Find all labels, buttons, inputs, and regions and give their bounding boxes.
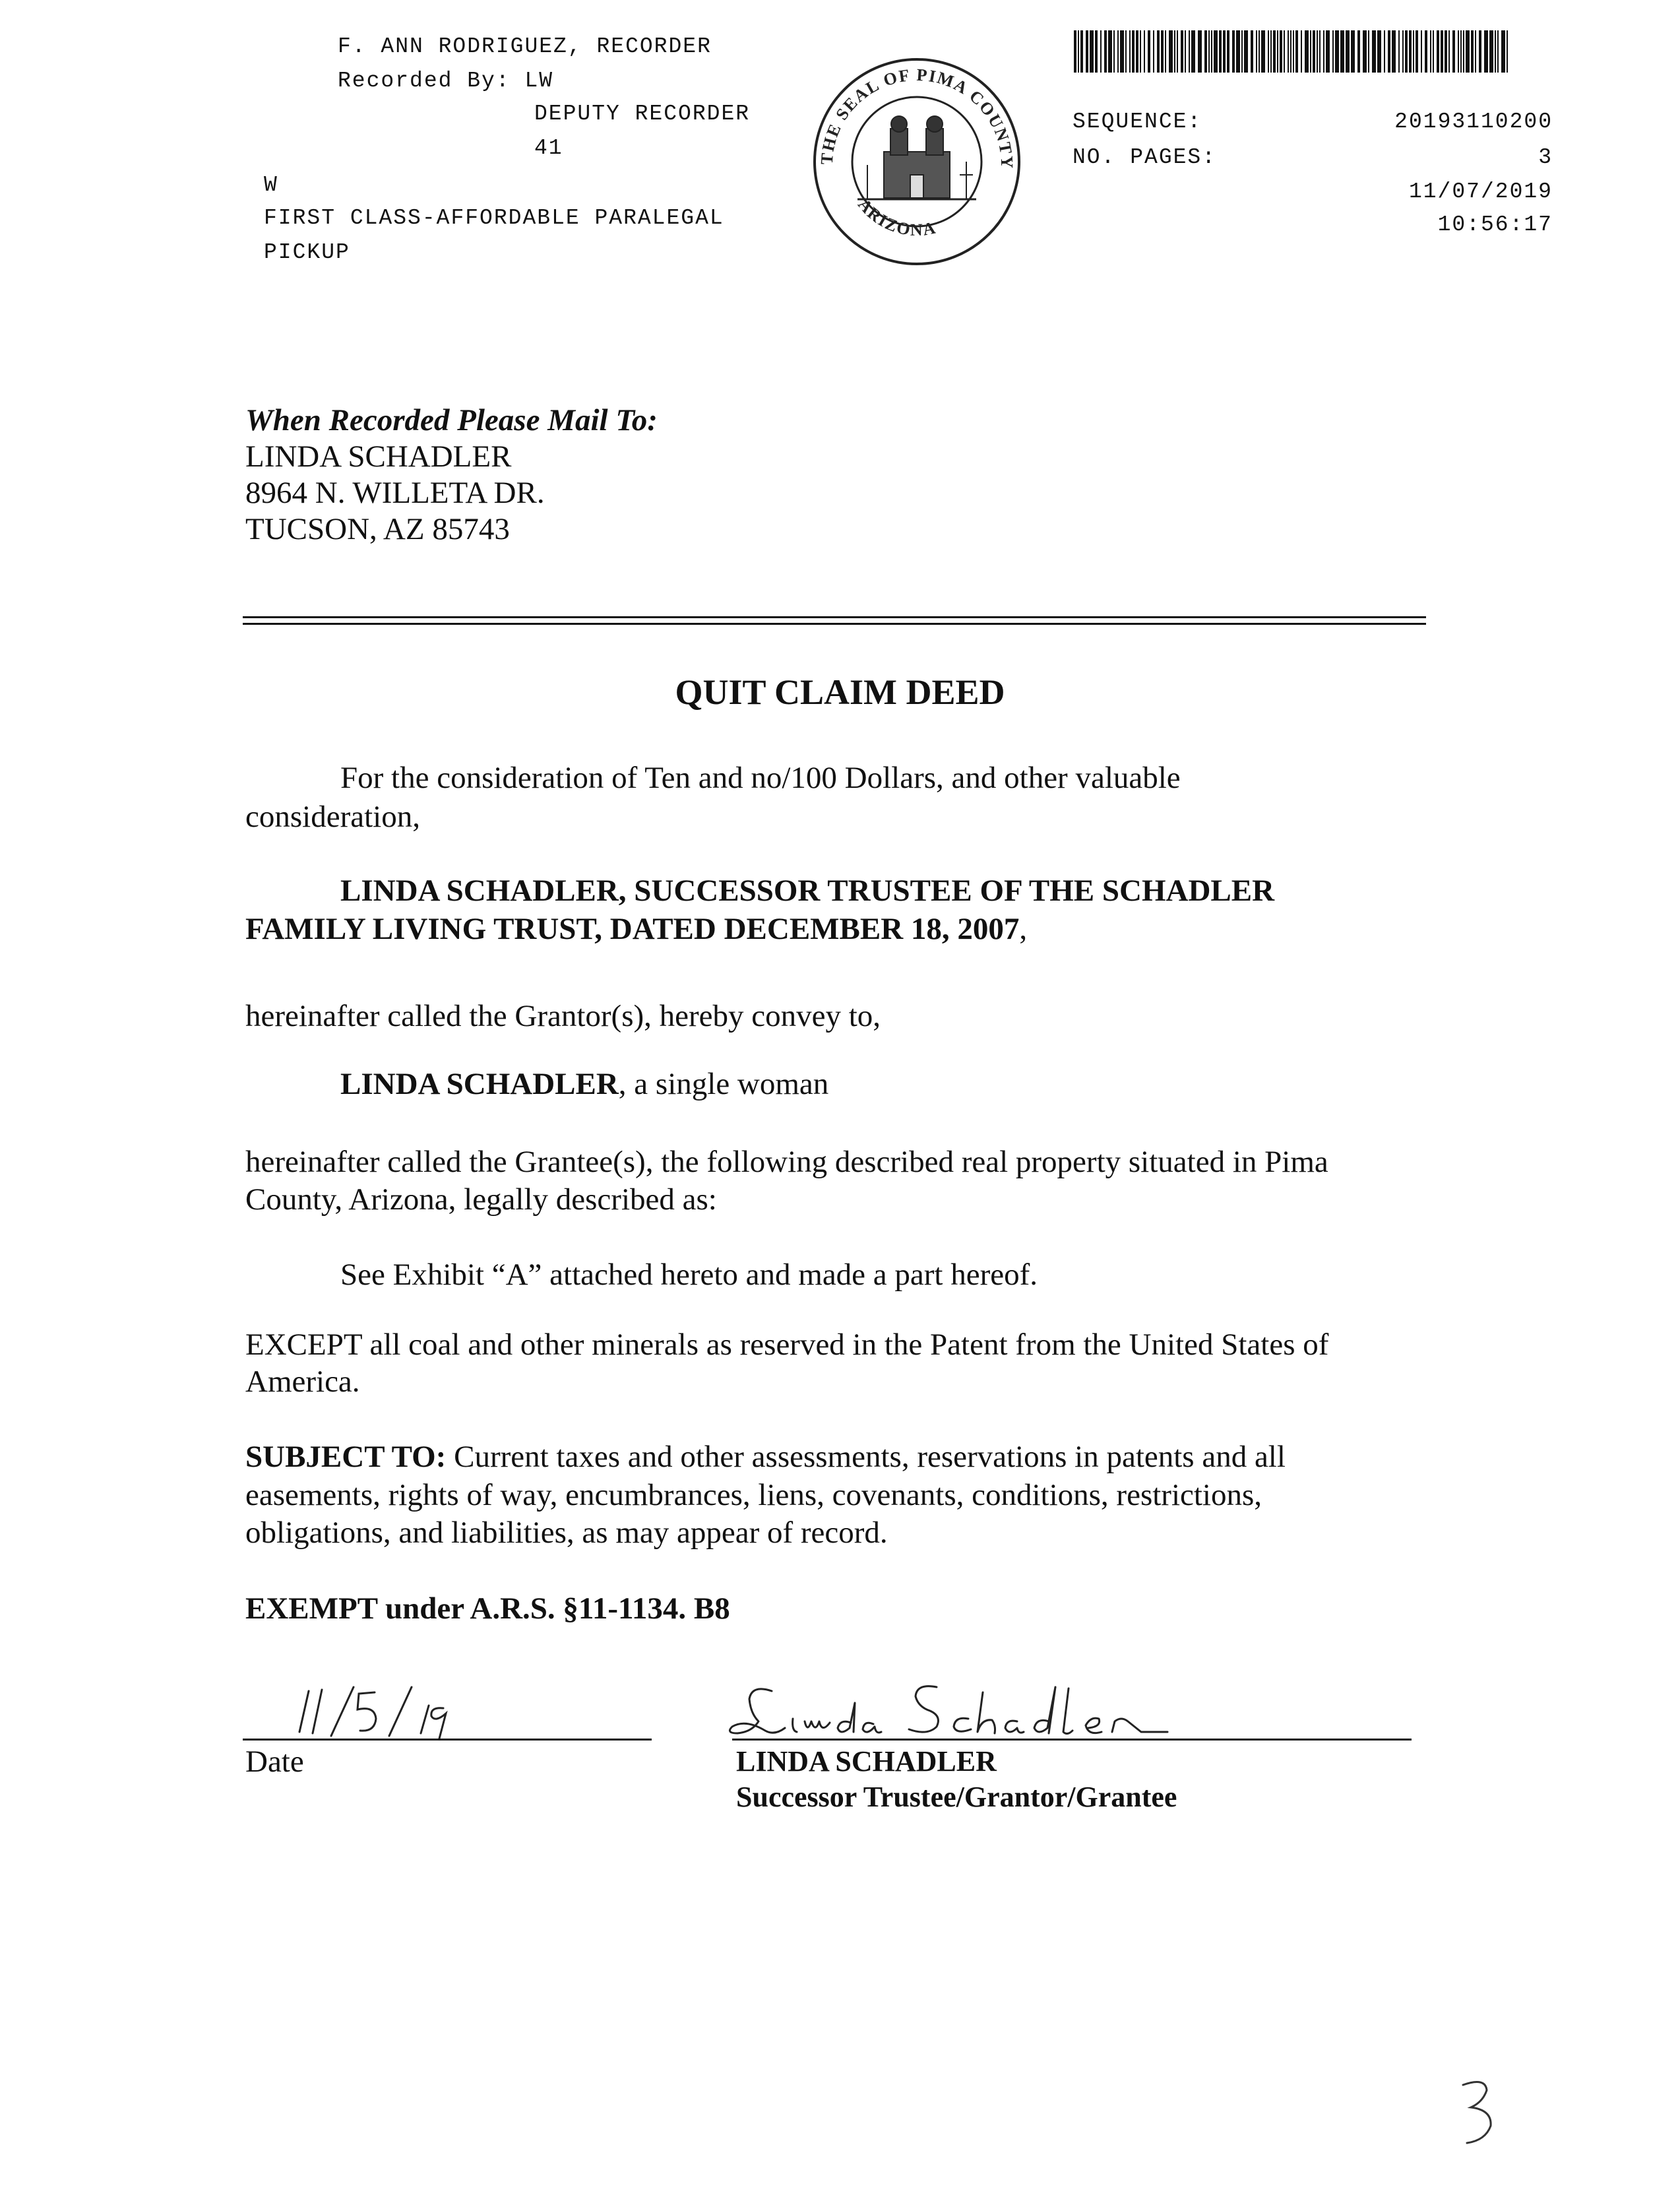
barcode-bar [1463, 30, 1464, 73]
barcode-bar [1204, 30, 1207, 73]
seal-bottom-text: ARIZONA [854, 195, 939, 240]
barcode-bar [1214, 30, 1218, 73]
barcode-bar [1458, 30, 1459, 73]
exempt-line: EXEMPT under A.R.S. §11-1134. B8 [245, 1591, 730, 1626]
barcode-bar [1129, 30, 1131, 73]
grantor-comma: , [1019, 912, 1028, 946]
subject-line-3: obligations, and liabilities, as may appear of record. [245, 1516, 888, 1550]
date-signature-line [243, 1739, 652, 1741]
barcode-bar [1301, 30, 1302, 73]
barcode-bar [1416, 30, 1418, 73]
subject-line-1-rest: Current taxes and other assessments, reservations in patents and all [446, 1440, 1286, 1474]
recording-date: 11/07/2019 [1408, 179, 1553, 204]
barcode-bar [1174, 30, 1175, 73]
barcode-bar [1100, 30, 1102, 73]
barcode-bar [1198, 30, 1202, 73]
barcode-bar [1398, 30, 1400, 73]
grantee-desc: , a single woman [618, 1067, 829, 1101]
barcode-bar [1433, 30, 1434, 73]
barcode-bar [1277, 30, 1278, 73]
deed-title: QUIT CLAIM DEED [675, 672, 1005, 712]
barcode-bar [1165, 30, 1166, 73]
barcode-bar [1259, 30, 1260, 73]
subject-line-2: easements, rights of way, encumbrances, liens, covenants, conditions, restrictions, [245, 1478, 1262, 1512]
sequence-value: 20193110200 [1394, 110, 1553, 134]
barcode-bar [1153, 30, 1154, 73]
barcode-bar [1413, 30, 1414, 73]
recorder-name: F. ANN RODRIGUEZ, RECORDER [338, 34, 712, 59]
county-seal [805, 53, 1029, 271]
barcode-bar [1113, 30, 1115, 73]
barcode-bar [1125, 30, 1127, 73]
barcode-bar [1161, 30, 1164, 73]
grantor-signature-line [732, 1739, 1412, 1741]
svg-text:ARIZONA [854, 195, 938, 239]
mail-to-heading: When Recorded Please Mail To: [245, 403, 658, 437]
barcode-bar [1313, 30, 1315, 73]
subject-label: SUBJECT TO: [245, 1440, 447, 1474]
barcode-bar [1223, 30, 1226, 73]
recorder-w: W [264, 173, 278, 197]
barcode-bar [1409, 30, 1412, 73]
barcode-bar [1181, 30, 1183, 73]
barcode-bar [1169, 30, 1173, 73]
barcode-bar [1471, 30, 1474, 73]
barcode-bar [1290, 30, 1291, 73]
barcode-bar [1460, 30, 1462, 73]
barcode-bar [1148, 30, 1150, 73]
barcode-bar [1090, 30, 1094, 73]
barcode-bar [1208, 30, 1210, 73]
barcode-bar [1323, 30, 1324, 73]
mail-to-street: 8964 N. WILLETA DR. [245, 476, 545, 510]
barcode-bar [1256, 30, 1257, 73]
barcode-bar [1288, 30, 1289, 73]
signer-role: Successor Trustee/Grantor/Grantee [736, 1781, 1177, 1813]
barcode-bar [1177, 30, 1178, 73]
barcode-bar [1466, 30, 1470, 73]
barcode-bar [1232, 30, 1235, 73]
grantee-called-line-2: County, Arizona, legally described as: [245, 1182, 717, 1217]
barcode-bar [1086, 30, 1088, 73]
barcode-bar [1236, 30, 1240, 73]
barcode-bar [1280, 30, 1282, 73]
barcode-bar [1211, 30, 1212, 73]
barcode-bar [1497, 30, 1499, 73]
grantee-line [340, 1064, 828, 1104]
barcode-bar [1335, 30, 1339, 73]
pages-value: 3 [1538, 145, 1553, 170]
barcode-bar [1448, 30, 1450, 73]
barcode-bar [1317, 30, 1318, 73]
barcode-bar [1346, 30, 1350, 73]
barcode-bar [1095, 30, 1098, 73]
barcode-bar [1136, 30, 1138, 73]
barcode-bar [1452, 30, 1455, 73]
grantor-line-1: LINDA SCHADLER, SUCCESSOR TRUSTEE OF THE SCHADLER [340, 874, 1275, 908]
barcode [1073, 30, 1512, 73]
barcode-bar [1189, 30, 1190, 73]
barcode-bar [1372, 30, 1376, 73]
barcode-bar [1489, 30, 1493, 73]
barcode-bar [1120, 30, 1124, 73]
barcode-bar [1227, 30, 1229, 73]
grantee-called-line-1: hereinafter called the Grantee(s), the following described real property situated in Pima [245, 1145, 1328, 1179]
barcode-bar [1268, 30, 1269, 73]
barcode-bar [1351, 30, 1355, 73]
barcode-bar [1357, 30, 1360, 73]
barcode-bar [1319, 30, 1321, 73]
barcode-bar [1191, 30, 1195, 73]
handwritten-signature [719, 1673, 1194, 1745]
divider-line-top [243, 616, 1426, 618]
grantee-name: LINDA SCHADLER [340, 1067, 619, 1101]
barcode-bar [1484, 30, 1488, 73]
barcode-bar [1305, 30, 1309, 73]
barcode-bar [1104, 30, 1107, 73]
recorded-by: Recorded By: LW [338, 69, 554, 93]
consideration-line-2: consideration, [245, 800, 420, 834]
barcode-bar [1475, 30, 1476, 73]
barcode-bar [1310, 30, 1311, 73]
barcode-bar [1425, 30, 1427, 73]
pages-label: NO. PAGES: [1073, 145, 1217, 170]
barcode-bar [1273, 30, 1276, 73]
barcode-bar [1157, 30, 1160, 73]
barcode-bar [1326, 30, 1330, 73]
barcode-bar [1445, 30, 1447, 73]
divider-line-bottom [243, 623, 1426, 625]
barcode-bar [1284, 30, 1285, 73]
signer-name: LINDA SCHADLER [736, 1745, 997, 1777]
barcode-bar [1241, 30, 1243, 73]
barcode-bar [1479, 30, 1481, 73]
barcode-bar [1507, 30, 1508, 73]
barcode-bar [1421, 30, 1422, 73]
grantor-called: hereinafter called the Grantor(s), hereby convey to, [245, 999, 881, 1033]
handwritten-page-number [1451, 2072, 1510, 2151]
barcode-bar [1501, 30, 1505, 73]
handwritten-date [290, 1679, 488, 1739]
subject-line-1 [245, 1437, 1286, 1477]
barcode-bar [1295, 30, 1298, 73]
barcode-bar [1388, 30, 1390, 73]
sequence-label: SEQUENCE: [1073, 110, 1202, 134]
barcode-bar [1293, 30, 1294, 73]
barcode-bar [1368, 30, 1369, 73]
mail-to-city: TUCSON, AZ 85743 [245, 512, 510, 546]
seal-top-text: THE SEAL OF PIMA COUNTY [817, 65, 1017, 170]
pickup-line: PICKUP [264, 240, 350, 265]
first-class-line: FIRST CLASS-AFFORDABLE PARALEGAL [264, 206, 724, 230]
deputy-recorder: DEPUTY RECORDER [534, 102, 751, 126]
barcode-bar [1402, 30, 1404, 73]
barcode-bar [1332, 30, 1334, 73]
barcode-bar [1441, 30, 1443, 73]
barcode-bar [1251, 30, 1253, 73]
consideration-line-1: For the consideration of Ten and no/100 Dollars, and other valuable [340, 761, 1181, 795]
barcode-bar [1261, 30, 1265, 73]
grantor-line-2 [245, 909, 1027, 949]
barcode-bar [1117, 30, 1119, 73]
barcode-bar [1144, 30, 1145, 73]
grantor-line-2-text: FAMILY LIVING TRUST, DATED DECEMBER 18, 2007 [245, 912, 1020, 946]
date-label: Date [245, 1744, 304, 1779]
barcode-bar [1080, 30, 1083, 73]
barcode-bar [1340, 30, 1344, 73]
barcode-bar [1078, 30, 1079, 73]
barcode-bar [1363, 30, 1367, 73]
barcode-bar [1219, 30, 1222, 73]
barcode-bar [1074, 30, 1076, 73]
barcode-bar [1384, 30, 1385, 73]
barcode-bar [1377, 30, 1381, 73]
recording-time: 10:56:17 [1437, 212, 1553, 237]
barcode-bar [1185, 30, 1186, 73]
exhibit-line: See Exhibit “A” attached hereto and made a part hereof. [340, 1258, 1038, 1292]
barcode-bar [1392, 30, 1396, 73]
barcode-bar [1244, 30, 1248, 73]
barcode-bar [1430, 30, 1431, 73]
barcode-bar [1270, 30, 1272, 73]
barcode-bar [1495, 30, 1496, 73]
barcode-bar [1108, 30, 1112, 73]
barcode-bar [1140, 30, 1141, 73]
barcode-bar [1405, 30, 1408, 73]
barcode-bar [1132, 30, 1135, 73]
barcode-bar [1437, 30, 1439, 73]
mail-to-name: LINDA SCHADLER [245, 439, 512, 474]
recorder-code: 41 [534, 136, 563, 160]
except-line-2: America. [245, 1364, 360, 1399]
except-line-1: EXCEPT all coal and other minerals as reserved in the Patent from the United States of [245, 1327, 1329, 1362]
